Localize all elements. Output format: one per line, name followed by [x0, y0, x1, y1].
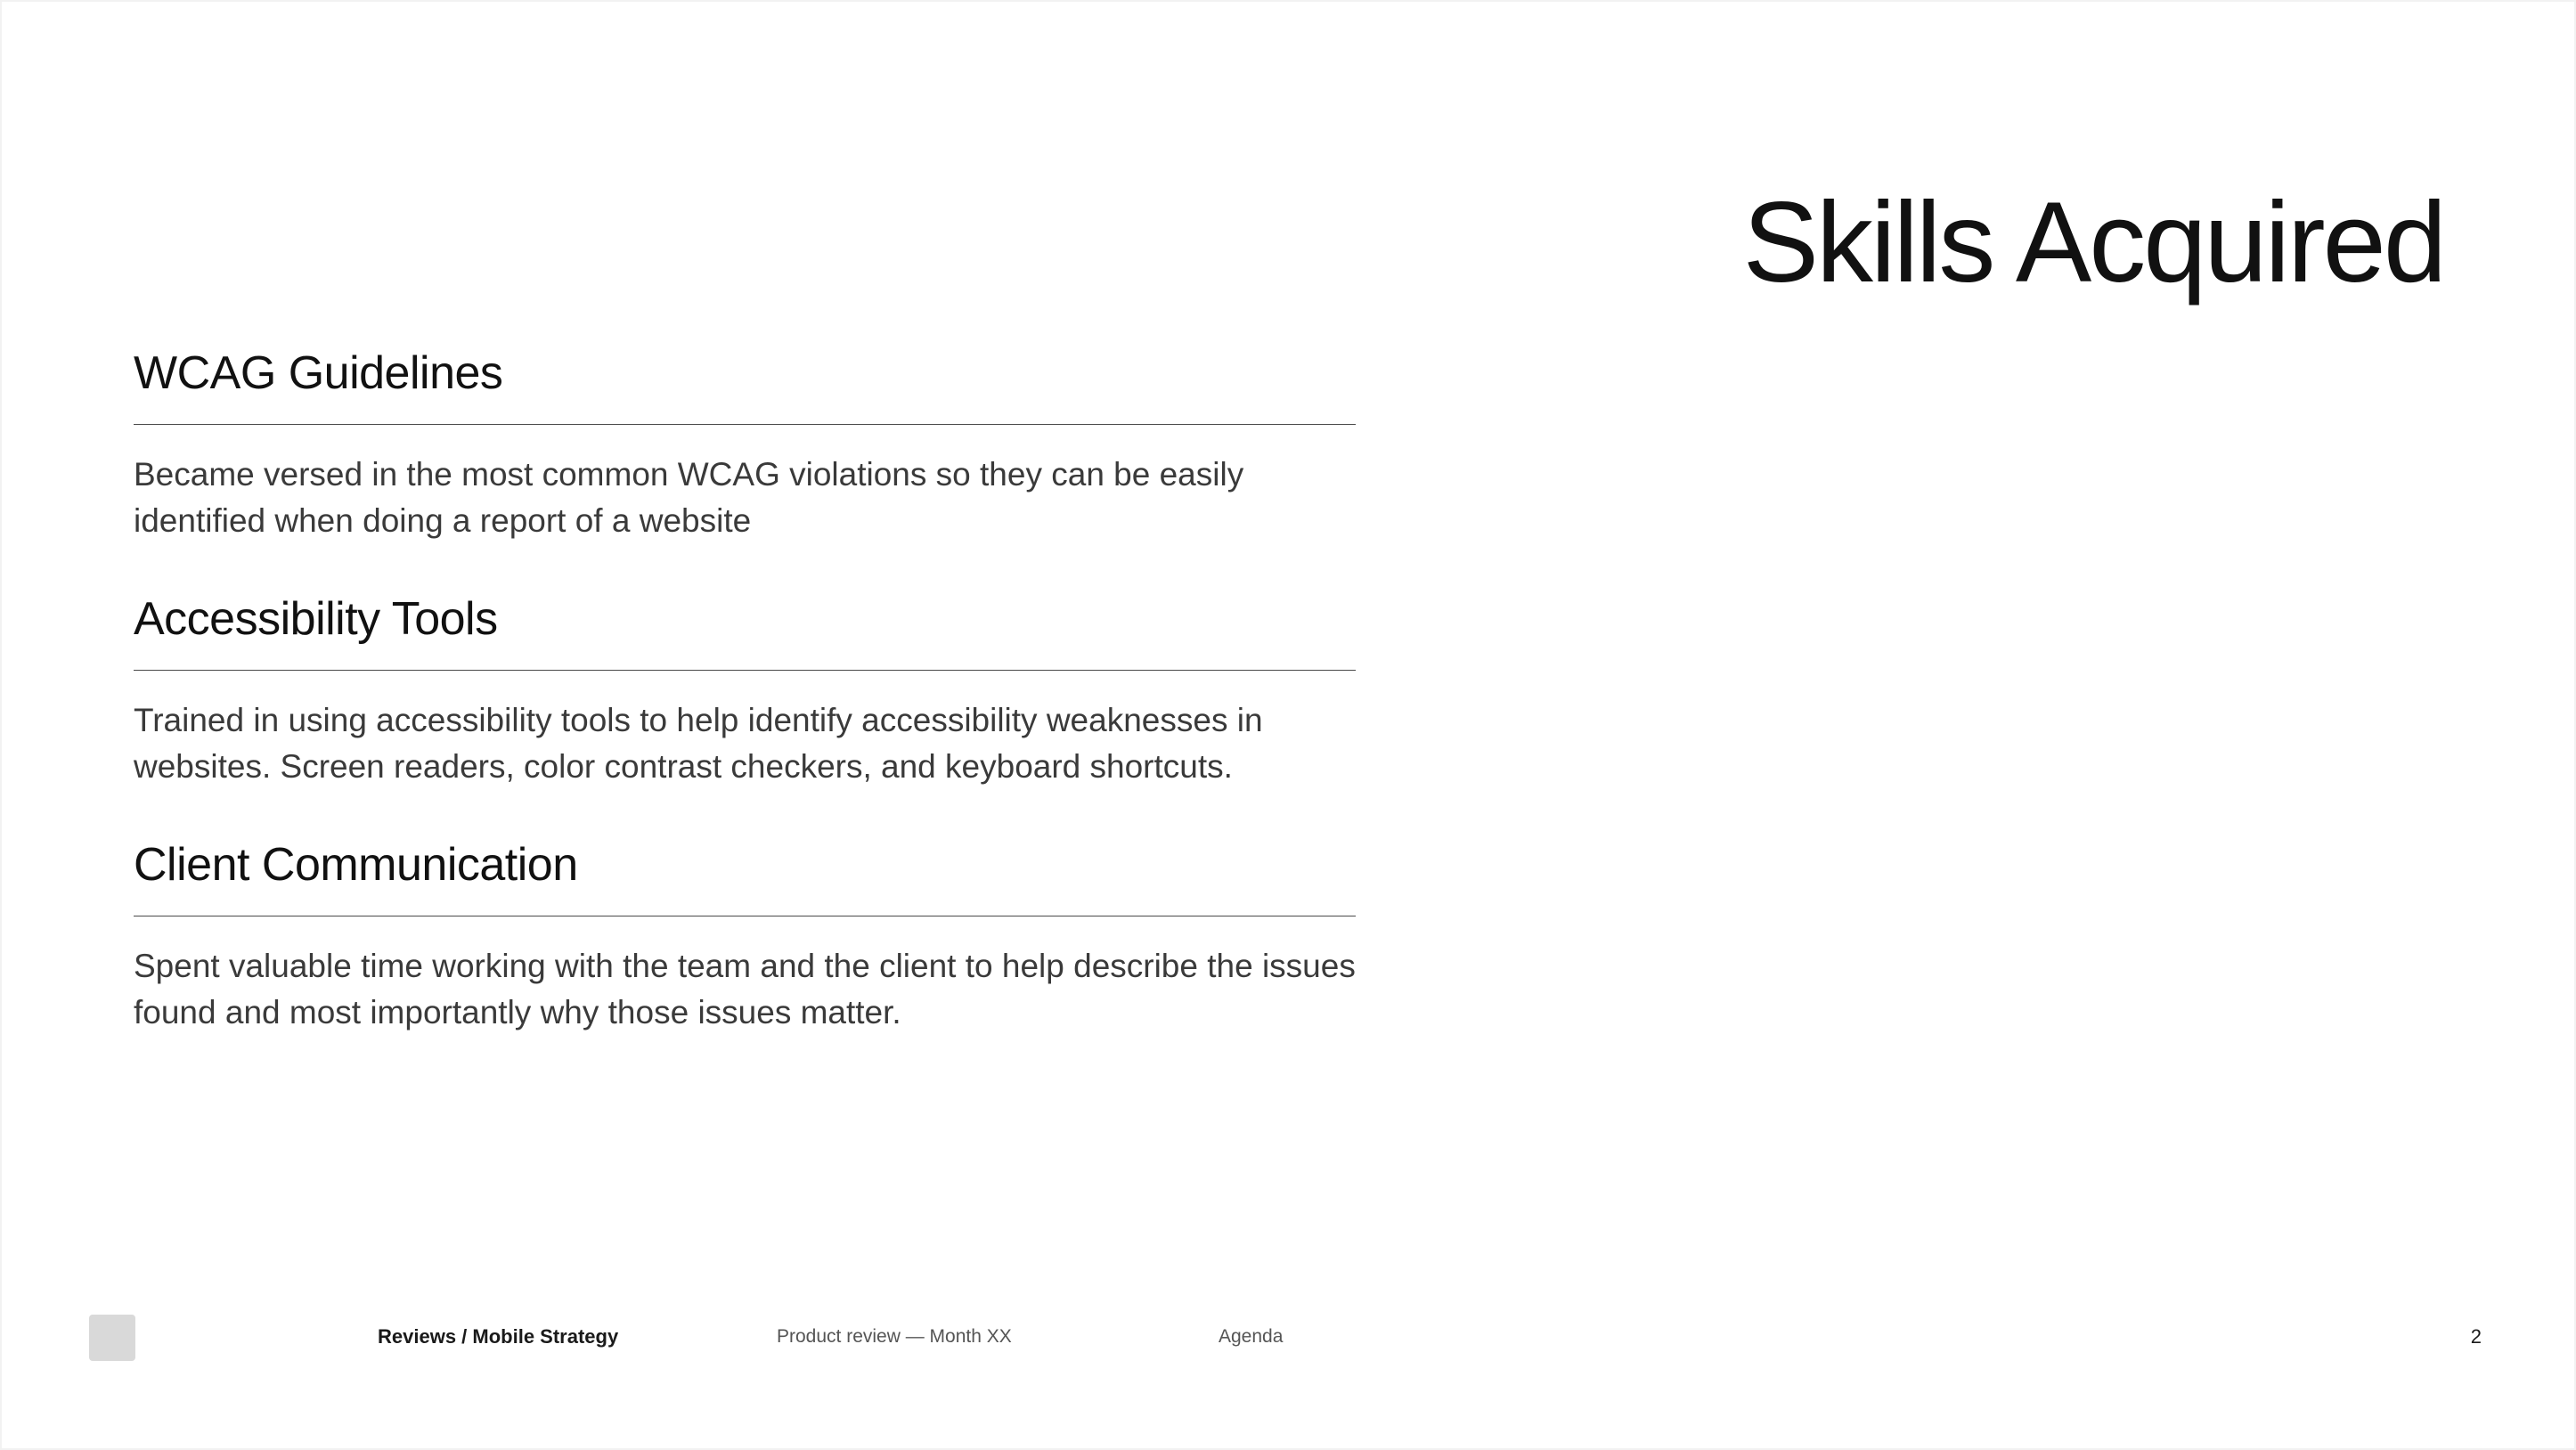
section-heading: Accessibility Tools — [134, 592, 498, 645]
section-heading: Client Communication — [134, 838, 578, 891]
footer-page-number: 2 — [2470, 1325, 2482, 1348]
content-column — [134, 347, 1363, 1037]
page-title: Skills Acquired — [1742, 178, 2444, 306]
footer-deck-label: Reviews / Mobile Strategy — [378, 1325, 619, 1348]
content-section — [134, 347, 1363, 545]
section-heading: WCAG Guidelines — [134, 347, 503, 399]
section-divider — [134, 670, 1356, 671]
section-body: Became versed in the most common WCAG violations so they can be easily identified when doing a report of a website — [134, 455, 1244, 540]
section-body: Spent valuable time working with the team and the client to help describe the issues found and most importantly why those issues matter. — [134, 947, 1356, 1031]
section-divider — [134, 424, 1356, 425]
content-section — [134, 839, 1363, 1037]
logo-placeholder-icon — [89, 1315, 135, 1361]
footer-context-label: Product review — Month XX — [777, 1326, 1012, 1347]
slide-footer — [0, 1315, 2576, 1364]
content-section — [134, 593, 1363, 791]
footer-section-label: Agenda — [1219, 1326, 1284, 1347]
section-body: Trained in using accessibility tools to help identify accessibility weaknesses in websites. Screen readers, color contrast checkers, and keyboard shortcuts. — [134, 701, 1263, 786]
